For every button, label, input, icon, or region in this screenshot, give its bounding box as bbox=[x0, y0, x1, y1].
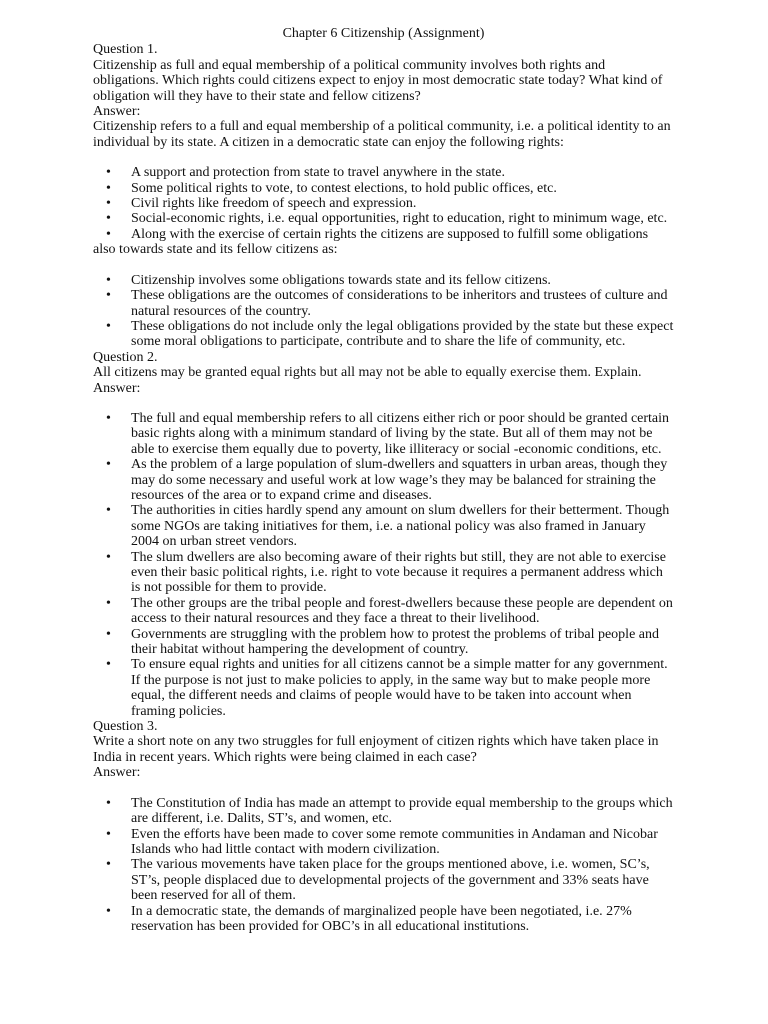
bullet-icon: • bbox=[106, 595, 111, 611]
list-item: • In a democratic state, the demands of marginalized people have been negotiated, i.e. 27% reservation has been provided for OBC’s in all educational institutions. bbox=[106, 903, 632, 934]
document-title: Chapter 6 Citizenship (Assignment) bbox=[282, 26, 485, 41]
answer-3-list bbox=[93, 796, 674, 935]
answer-1-label: Answer: bbox=[93, 104, 141, 120]
list-item: • Citizenship involves some obligations towards state and its fellow citizens. bbox=[106, 272, 551, 288]
bullet-icon: • bbox=[106, 410, 111, 426]
answer-2-list bbox=[93, 411, 674, 719]
bullet-icon: • bbox=[106, 318, 111, 334]
rights-list bbox=[93, 165, 674, 227]
bullet-icon: • bbox=[106, 795, 111, 811]
question-3-label: Question 3. bbox=[93, 719, 158, 735]
bullet-icon: • bbox=[106, 903, 111, 919]
bullet-icon: • bbox=[106, 196, 111, 212]
bullet-icon: • bbox=[106, 549, 111, 565]
obligations-list bbox=[93, 273, 674, 350]
bullet-icon: • bbox=[106, 457, 111, 473]
answer-1-intro: Citizenship refers to a full and equal membership of a political community, i.e. a political identity to an individual by its state. A citizen in a democratic state can enjoy the following rights: bbox=[93, 119, 671, 150]
question-2-label: Question 2. bbox=[93, 349, 158, 365]
question-2-text: All citizens may be granted equal rights but all may not be able to equally exercise them. Explain. bbox=[93, 365, 642, 381]
list-item: • Governments are struggling with the problem how to protest the problems of tribal people and their habitat without hampering the development of country. bbox=[106, 626, 659, 658]
list-item: • The full and equal membership refers to all citizens either rich or poor should be granted certain basic rights along with a minimum standard of living by the state. But all of them may not be able to exercise them equally due to poverty, like illiteracy or social -economic conditions, etc. bbox=[106, 410, 670, 457]
bullet-icon: • bbox=[106, 826, 111, 842]
bullet-icon: • bbox=[106, 180, 111, 196]
list-item: • The various movements have taken place for the groups mentioned above, i.e. women, SC’s, ST’s, people displaced due to developmental projects of the government and 33% seats have been reserved for all of them. bbox=[106, 857, 650, 904]
list-item: • Civil rights like freedom of speech and expression. bbox=[106, 196, 417, 212]
bullet-icon: • bbox=[106, 226, 111, 242]
bullet-icon: • bbox=[106, 657, 111, 673]
bullet-icon: • bbox=[106, 288, 111, 304]
bullet-icon: • bbox=[106, 857, 111, 873]
list-item: • Social-economic rights, i.e. equal opportunities, right to education, right to minimum wage, etc. bbox=[106, 211, 668, 227]
answer-3-label: Answer: bbox=[93, 765, 141, 781]
list-item: • The Constitution of India has made an attempt to provide equal membership to the groups which are different, i.e. Dalits, ST’s, and women, etc. bbox=[106, 795, 673, 827]
question-1-label: Question 1. bbox=[93, 42, 158, 58]
answer-2-label: Answer: bbox=[93, 380, 141, 396]
list-item: • Some political rights to vote, to contest elections, to hold public offices, etc. bbox=[106, 180, 557, 196]
bullet-icon: • bbox=[106, 626, 111, 642]
list-item: • As the problem of a large population of slum-dwellers and squatters in urban areas, though they may do some necessary and useful work at low wage’s they may be balanced for straining the resources of the area or to expand crime and diseases. bbox=[106, 457, 668, 503]
list-item: • The authorities in cities hardly spend any amount on slum dwellers for their betterment. Though some NGOs are taking initiatives for them, i.e. a national policy was also framed in January 2004 on urban street vendors. bbox=[106, 503, 670, 550]
question-3-text: Write a short note on any two struggles for full enjoyment of citizen rights which have taken place in India in recent years. Which rights were being claimed in each case? bbox=[93, 734, 659, 765]
list-item: • The other groups are the tribal people and forest-dwellers because these people are dependent on access to their natural resources and they face a threat to their livelihood. bbox=[106, 595, 673, 627]
bullet-icon: • bbox=[106, 272, 111, 288]
list-item: • These obligations are the outcomes of considerations to be inheritors and trustees of culture and natural resources of the country. bbox=[106, 288, 668, 319]
obligations-intro: • Along with the exercise of certain rights the citizens are supposed to fulfill some obligations also towards state and its fellow citizens as: bbox=[93, 226, 649, 258]
bullet-icon: • bbox=[106, 211, 111, 227]
list-item: • These obligations do not include only the legal obligations provided by the state but these expect some moral obligations to participate, contribute and to share the life of community, etc. bbox=[106, 318, 674, 350]
bullet-icon: • bbox=[106, 165, 111, 181]
list-item: • The slum dwellers are also becoming aware of their rights but still, they are not able to exercise even their basic political rights, i.e. right to vote because it requires a permanent address which is not possible for them to provide. bbox=[106, 549, 666, 596]
list-item: • To ensure equal rights and unities for all citizens cannot be a simple matter for any government. If the purpose is not just to make policies to apply, in the same way but to make people more equal, the different needs and claims of people would have to be taken into account when framing policies. bbox=[106, 657, 668, 719]
question-1-text: Citizenship as full and equal membership of a political community involves both rights and obligations. Which rights could citizens expect to enjoy in most democratic state today? What kind of obligation will they have to their state and fellow citizens? bbox=[93, 57, 663, 104]
bullet-icon: • bbox=[106, 503, 111, 519]
list-item: • A support and protection from state to travel anywhere in the state. bbox=[106, 165, 506, 181]
list-item: • Even the efforts have been made to cover some remote communities in Andaman and Nicobar Islands who had little contact with modern civilization. bbox=[106, 826, 658, 857]
